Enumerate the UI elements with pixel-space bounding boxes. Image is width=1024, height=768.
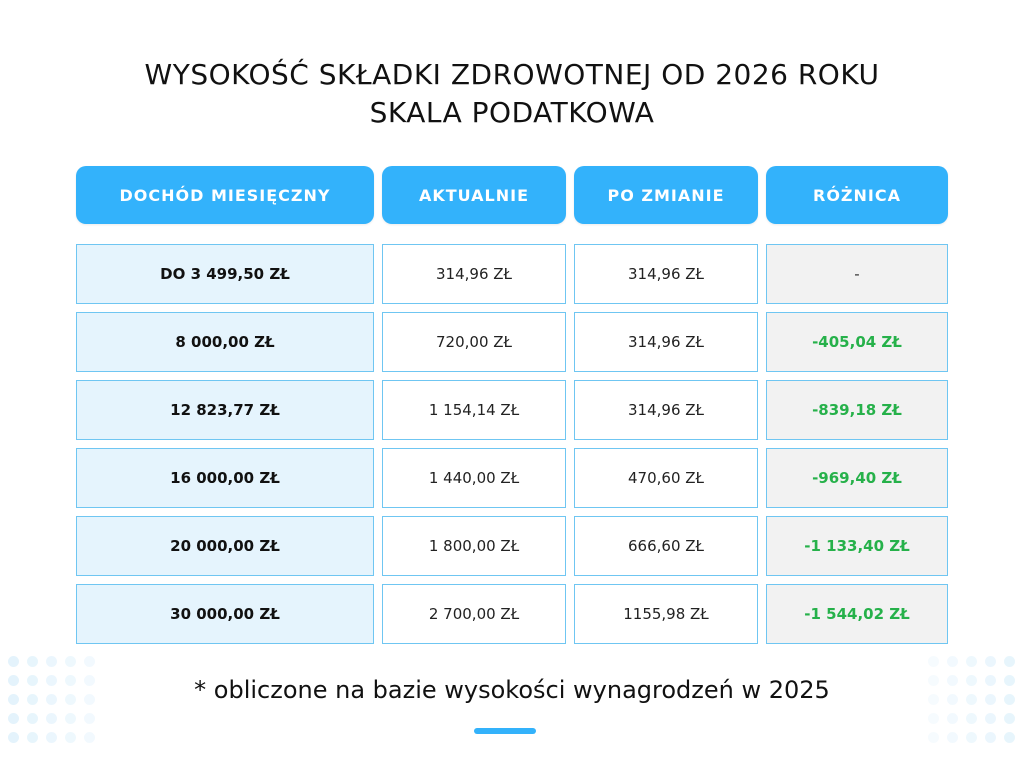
table-row bbox=[76, 584, 948, 644]
decorative-dot bbox=[947, 713, 958, 724]
decorative-dot bbox=[985, 694, 996, 705]
table-row bbox=[76, 312, 948, 372]
decorative-dot bbox=[65, 675, 76, 686]
table-row bbox=[76, 448, 948, 508]
decorative-dot bbox=[985, 732, 996, 743]
contribution-table bbox=[76, 166, 948, 652]
decorative-dot bbox=[46, 694, 57, 705]
decorative-dot bbox=[8, 713, 19, 724]
decorative-dot bbox=[46, 732, 57, 743]
decorative-dot bbox=[928, 675, 939, 686]
page-title bbox=[0, 56, 1024, 132]
table-row bbox=[76, 516, 948, 576]
decorative-dot bbox=[46, 656, 57, 667]
decorative-dot bbox=[985, 675, 996, 686]
decorative-dot bbox=[8, 694, 19, 705]
decorative-dot bbox=[65, 713, 76, 724]
after-cell: 666,60 ZŁ bbox=[574, 516, 758, 576]
current-cell: 720,00 ZŁ bbox=[382, 312, 566, 372]
income-cell: 16 000,00 ZŁ bbox=[76, 448, 374, 508]
income-cell: 8 000,00 ZŁ bbox=[76, 312, 374, 372]
header-income: DOCHÓD MIESIĘCZNY bbox=[76, 166, 374, 224]
decorative-dot bbox=[46, 675, 57, 686]
decorative-dot bbox=[27, 694, 38, 705]
current-cell: 1 440,00 ZŁ bbox=[382, 448, 566, 508]
income-cell: DO 3 499,50 ZŁ bbox=[76, 244, 374, 304]
decorative-dot bbox=[1004, 675, 1015, 686]
decorative-dot bbox=[84, 656, 95, 667]
decorative-dot bbox=[65, 694, 76, 705]
decorative-dot bbox=[947, 675, 958, 686]
after-cell: 314,96 ZŁ bbox=[574, 312, 758, 372]
current-cell: 1 154,14 ZŁ bbox=[382, 380, 566, 440]
decorative-dot bbox=[27, 713, 38, 724]
decorative-dot bbox=[27, 656, 38, 667]
decorative-dot bbox=[928, 732, 939, 743]
income-cell: 12 823,77 ZŁ bbox=[76, 380, 374, 440]
after-cell: 314,96 ZŁ bbox=[574, 380, 758, 440]
income-cell: 20 000,00 ZŁ bbox=[76, 516, 374, 576]
header-after: PO ZMIANIE bbox=[574, 166, 758, 224]
after-cell: 1155,98 ZŁ bbox=[574, 584, 758, 644]
header-current: AKTUALNIE bbox=[382, 166, 566, 224]
income-cell: 30 000,00 ZŁ bbox=[76, 584, 374, 644]
decorative-dot bbox=[928, 656, 939, 667]
title-line-1: WYSOKOŚĆ SKŁADKI ZDROWOTNEJ OD 2026 ROKU bbox=[144, 58, 880, 91]
decorative-dot bbox=[1004, 713, 1015, 724]
decorative-dot bbox=[928, 713, 939, 724]
after-cell: 314,96 ZŁ bbox=[574, 244, 758, 304]
decorative-dot bbox=[84, 713, 95, 724]
decorative-dot bbox=[1004, 656, 1015, 667]
decorative-dot bbox=[947, 732, 958, 743]
decorative-dot bbox=[65, 656, 76, 667]
difference-cell: -1 544,02 ZŁ bbox=[766, 584, 948, 644]
decorative-dot bbox=[84, 675, 95, 686]
decorative-dot bbox=[966, 675, 977, 686]
table-row bbox=[76, 244, 948, 304]
decorative-dot bbox=[84, 694, 95, 705]
decorative-dot bbox=[947, 694, 958, 705]
decorative-dot bbox=[947, 656, 958, 667]
decorative-dot bbox=[1004, 694, 1015, 705]
table-header-row bbox=[76, 166, 948, 224]
decorative-dot bbox=[46, 713, 57, 724]
difference-cell: -405,04 ZŁ bbox=[766, 312, 948, 372]
decorative-dot bbox=[985, 713, 996, 724]
current-cell: 2 700,00 ZŁ bbox=[382, 584, 566, 644]
table-body bbox=[76, 244, 948, 644]
table-row bbox=[76, 380, 948, 440]
decorative-dot bbox=[985, 656, 996, 667]
decorative-dot bbox=[966, 694, 977, 705]
difference-cell: -1 133,40 ZŁ bbox=[766, 516, 948, 576]
decorative-dot bbox=[27, 732, 38, 743]
accent-bar bbox=[474, 728, 536, 734]
title-line-2: SKALA PODATKOWA bbox=[369, 96, 655, 129]
decorative-dot bbox=[84, 732, 95, 743]
decorative-dot bbox=[966, 656, 977, 667]
current-cell: 1 800,00 ZŁ bbox=[382, 516, 566, 576]
header-difference: RÓŻNICA bbox=[766, 166, 948, 224]
decorative-dot bbox=[928, 694, 939, 705]
decorative-dot bbox=[27, 675, 38, 686]
decorative-dot bbox=[966, 713, 977, 724]
after-cell: 470,60 ZŁ bbox=[574, 448, 758, 508]
decorative-dot bbox=[65, 732, 76, 743]
decorative-dot bbox=[8, 675, 19, 686]
footnote: * obliczone na bazie wysokości wynagrodzeń w 2025 bbox=[194, 676, 830, 704]
decorative-dot bbox=[8, 656, 19, 667]
difference-cell: - bbox=[766, 244, 948, 304]
difference-cell: -969,40 ZŁ bbox=[766, 448, 948, 508]
decorative-dot bbox=[8, 732, 19, 743]
decorative-dot bbox=[1004, 732, 1015, 743]
current-cell: 314,96 ZŁ bbox=[382, 244, 566, 304]
decorative-dot bbox=[966, 732, 977, 743]
difference-cell: -839,18 ZŁ bbox=[766, 380, 948, 440]
